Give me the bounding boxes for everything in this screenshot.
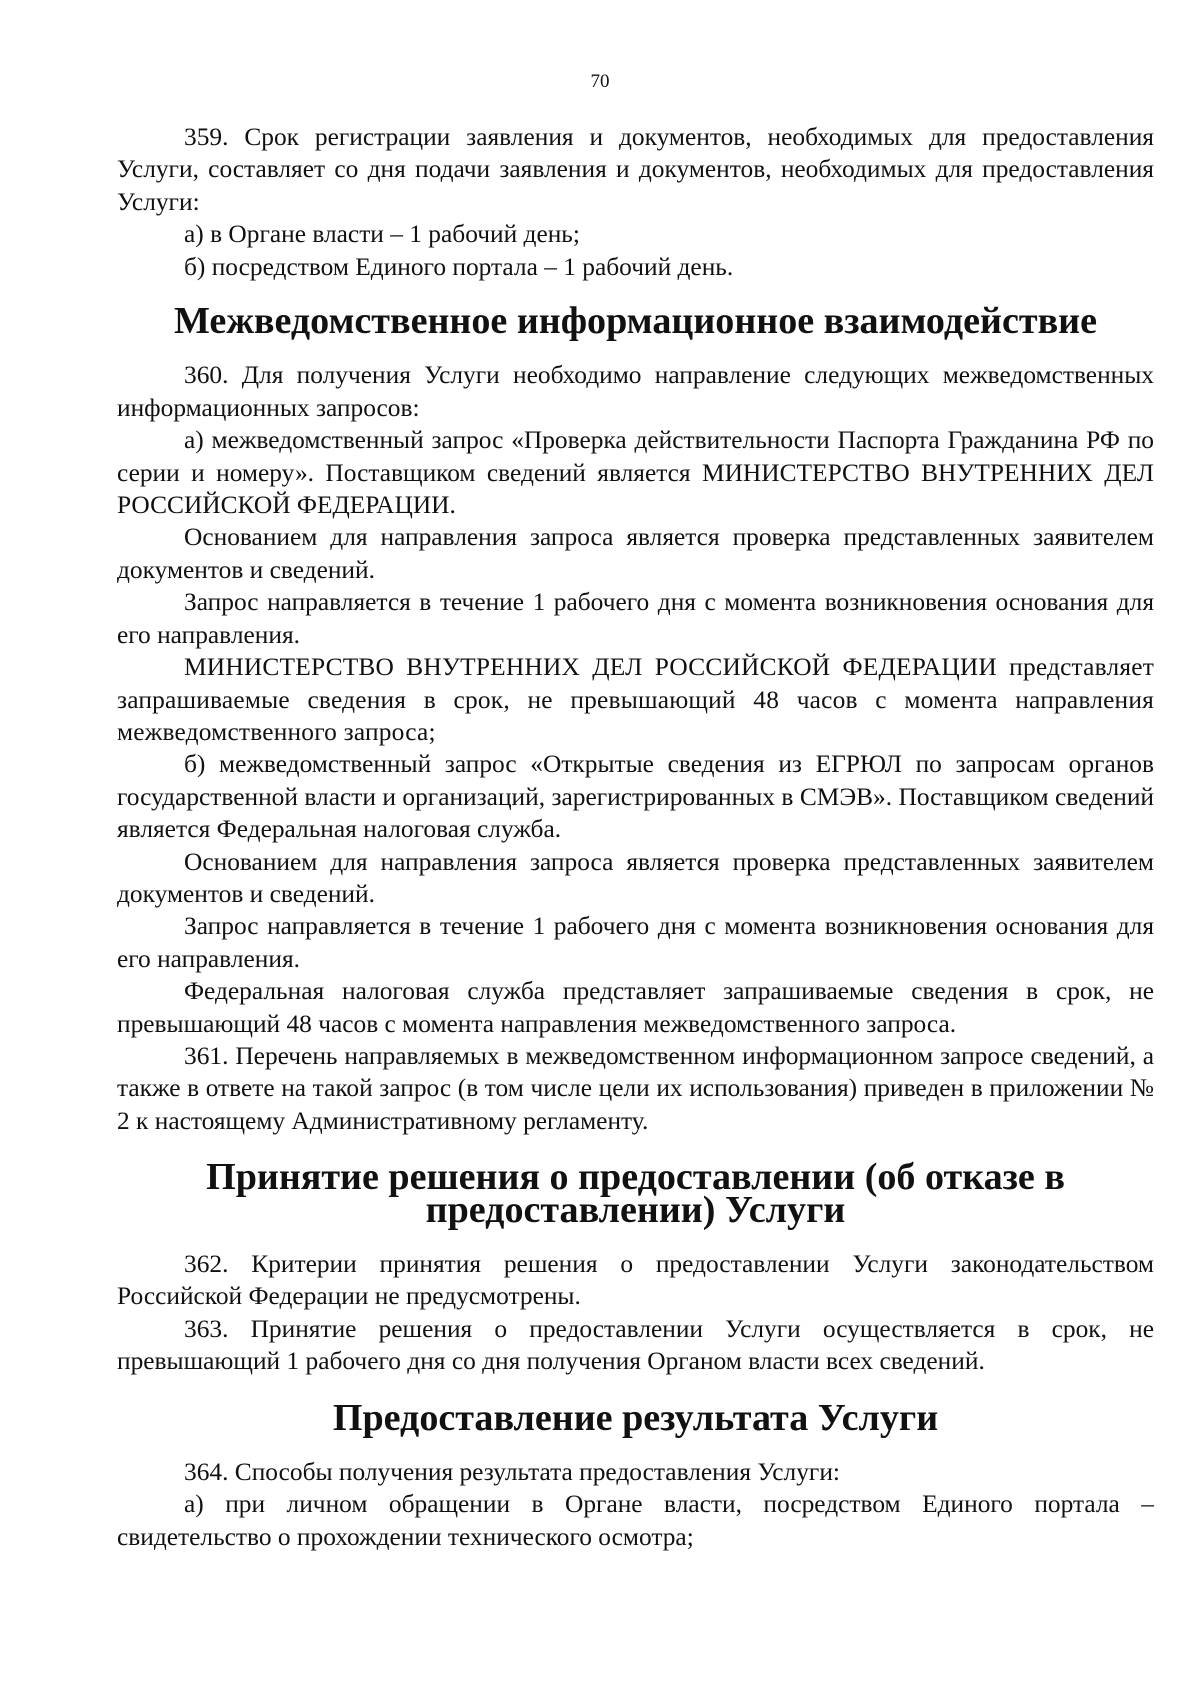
section-heading-result: Предоставление результата Услуги (332, 1396, 939, 1439)
paragraph-360-b-provider: Федеральная налоговая служба представляет запрашиваемые сведения в срок, не превышающий 48 часов с момента направления межведомственного запроса. (117, 977, 1154, 1038)
paragraph-360-b-term: Запрос направляется в течение 1 рабочего дня с момента возникновения основания для его направления. (117, 912, 1154, 973)
paragraph-360-a-term: Запрос направляется в течение 1 рабочего дня с момента возникновения основания для его направления. (117, 588, 1154, 649)
section-heading-decision: Принятие решения о предоставлении (об отказе в предоставлении) Услуги (206, 1156, 1065, 1231)
paragraph-360-a-provider: МИНИСТЕРСТВО ВНУТРЕННИХ ДЕЛ РОССИЙСКОЙ ФЕДЕРАЦИИ представляет запрашиваемые сведения в срок, не превышающий 48 часов с момента направления межведомственного запроса; (117, 653, 1154, 746)
paragraph-360-b: б) межведомственный запрос «Открытые сведения из ЕГРЮЛ по запросам органов государственной власти и организаций, зарегистрированных в СМЭВ». Поставщиком сведений является Федеральная налоговая служба. (117, 750, 1154, 844)
paragraph-360-b-basis: Основанием для направления запроса является проверка представленных заявителем документов и сведений. (117, 847, 1154, 908)
paragraph-360-a: а) межведомственный запрос «Проверка действительности Паспорта Гражданина РФ по серии и номеру». Поставщиком сведений является МИНИСТЕРСТВО ВНУТРЕННИХ ДЕЛ РОССИЙСКОЙ ФЕДЕРАЦИИ. (117, 426, 1154, 520)
page-number: 70 (590, 71, 610, 92)
paragraph-363: 363. Принятие решения о предоставлении Услуги осуществляется в срок, не превышающий 1 рабочего дня со дня получения Органом власти всех сведений. (117, 1314, 1154, 1376)
paragraph-361: 361. Перечень направляемых в межведомственном информационном запросе сведений, а также в ответе на такой запрос (в том числе цели их использования) приведен в приложении № 2 к настоящему Административному регламенту. (117, 1041, 1154, 1135)
document-body (117, 121, 1154, 1553)
paragraph-359: 359. Срок регистрации заявления и документов, необходимых для предоставления Услуги, составляет со дня подачи заявления и документов, необходимых для предоставления Услуги: (117, 123, 1154, 216)
paragraph-362: 362. Критерии принятия решения о предоставлении Услуги законодательством Российской Федерации не предусмотрены. (117, 1250, 1154, 1311)
paragraph-364-a: а) при личном обращении в Органе власти, посредством Единого портала – свидетельство о прохождении технического осмотра; (117, 1490, 1154, 1551)
paragraph-360: 360. Для получения Услуги необходимо направление следующих межведомственных информационных запросов: (117, 361, 1154, 422)
paragraph-359-a: а) в Органе власти – 1 рабочий день; (184, 220, 580, 249)
section-heading-interagency: Межведомственное информационное взаимодействие (173, 300, 1097, 343)
paragraph-360-a-basis: Основанием для направления запроса является проверка представленных заявителем документов и сведений. (117, 523, 1154, 584)
paragraph-364: 364. Способы получения результата предоставления Услуги: (184, 1458, 840, 1487)
paragraph-359-b: б) посредством Единого портала – 1 рабочий день. (184, 252, 734, 281)
